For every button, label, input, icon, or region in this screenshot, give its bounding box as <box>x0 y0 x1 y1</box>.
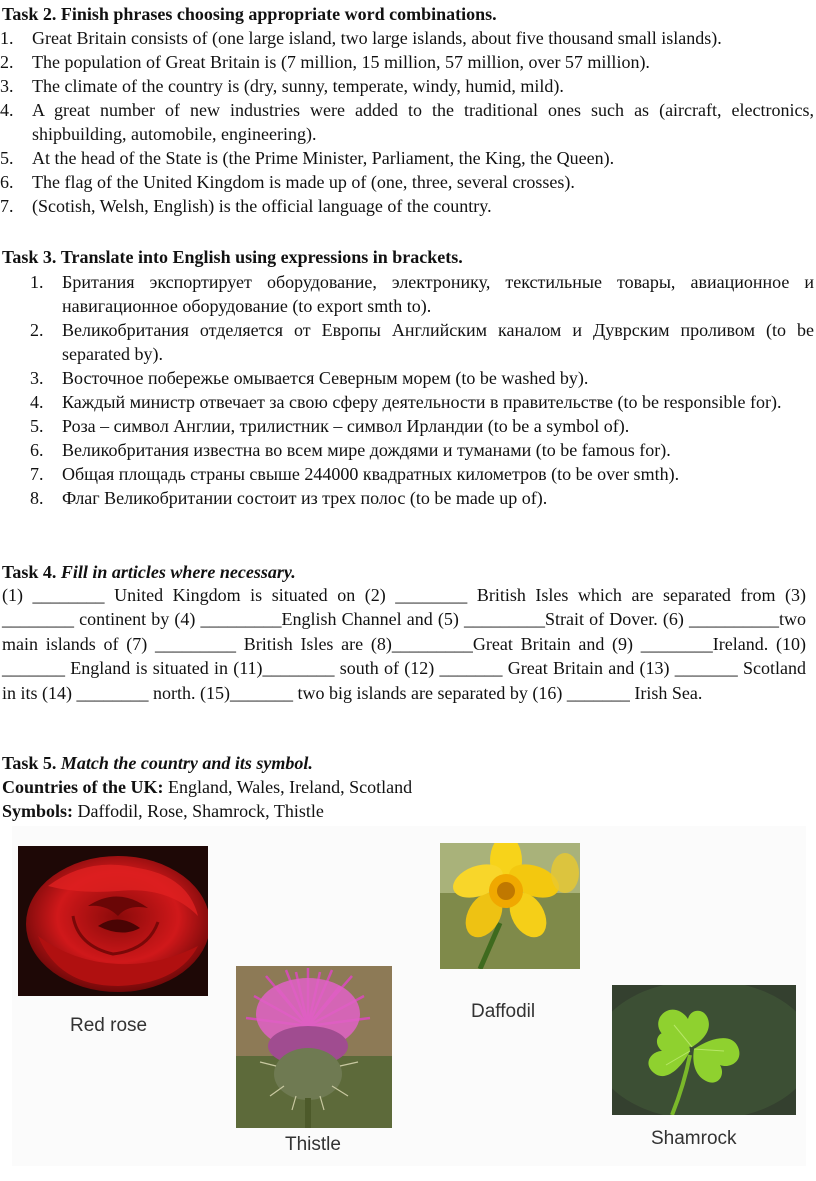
task5-label: Task 5. <box>2 753 57 773</box>
task2-item <box>0 98 814 146</box>
task2-item <box>0 26 814 50</box>
task3-title <box>2 246 463 268</box>
task3-item <box>30 462 814 486</box>
task3-item-text: Великобритания отделяется от Европы Английским каналом и Дуврским проливом (to be separated by). <box>62 320 814 364</box>
task5-symbols <box>2 800 324 822</box>
task3-item-number: 4. <box>30 392 44 412</box>
task2-item-text: At the head of the State is (the Prime Minister, Parliament, the King, the Queen). <box>32 148 615 168</box>
task2-title <box>2 3 497 25</box>
task3-item-text: Восточное побережье омывается Северным морем (to be washed by). <box>62 368 589 388</box>
task5-countries <box>2 776 412 798</box>
task3-item-number: 5. <box>30 416 44 436</box>
task5-heading: Match the country and its symbol. <box>60 753 313 773</box>
task3-heading: Translate into English using expressions in brackets. <box>60 247 463 267</box>
task3-item <box>30 270 814 318</box>
task2-item-text: A great number of new industries were added to the traditional ones such as (aircraft, electronics, shipbuilding, automobile, engineering). <box>32 100 814 144</box>
task3-item <box>30 366 814 390</box>
task3-item-number: 7. <box>30 464 44 484</box>
task3-item-number: 8. <box>30 488 44 508</box>
task2-item <box>0 146 814 170</box>
task3-item <box>30 414 814 438</box>
daffodil-caption: Daffodil <box>471 1001 536 1022</box>
task3-item-text: Роза – символ Англии, трилистник – символ Ирландии (to be a symbol of). <box>62 416 630 436</box>
task3-item-text: Общая площадь страны свыше 244000 квадратных километров (to be over smth). <box>62 464 680 484</box>
task3-item-text: Флаг Великобритании состоит из трех полос (to be made up of). <box>62 488 548 508</box>
task4-heading: Fill in articles where necessary. <box>60 562 296 582</box>
task2-item-text: The flag of the United Kingdom is made up of (one, three, several crosses). <box>32 172 575 192</box>
task4-title <box>2 561 296 583</box>
task3-item-text: Великобритания известна во всем мире дождями и туманами (to be famous for). <box>62 440 671 460</box>
task2-list <box>0 26 814 218</box>
task2-heading: Finish phrases choosing appropriate word combinations. <box>60 4 497 24</box>
task3-list <box>30 270 814 510</box>
task3-item-text: Британия экспортирует оборудование, электронику, текстильные товары, авиационное и навигационное оборудование (to export smth to). <box>62 272 814 316</box>
task3-item-number: 1. <box>30 272 44 292</box>
task3-item-text: Каждый министр отвечает за свою сферу деятельности в правительстве (to be responsible for). <box>62 392 782 412</box>
countries-label: Countries of the UK: <box>2 777 164 797</box>
task5-title <box>2 752 313 774</box>
task2-item-number: 6. <box>0 172 14 192</box>
daffodil-image <box>440 843 580 969</box>
shamrock-image <box>612 985 796 1115</box>
symbols-list: Daffodil, Rose, Shamrock, Thistle <box>77 801 324 821</box>
task2-item-number: 1. <box>0 28 14 48</box>
task3-item <box>30 318 814 366</box>
task2-item-number: 4. <box>0 100 14 120</box>
red-rose-image <box>18 846 208 996</box>
thistle-image <box>236 966 392 1128</box>
task3-label: Task 3. <box>2 247 57 267</box>
task4-text: (1) ________ United Kingdom is situated on (2) ________ British Isles which are separated from (3) ________ continent by (4) _________English Channel and (5) _________Strait of Dover. (6) __________two main islands of (7) _________ British Isles are (8)_________Great Britain and (9) ________Ireland. (10) _______ England is situated in (11)________ south of (12) _______ Great Britain and (13) _______ Scotland in its (14) ________ north. (15)_______ two big islands are separated by (16) _______ Irish Sea. <box>2 585 806 703</box>
task2-item-text: The climate of the country is (dry, sunny, temperate, windy, humid, mild). <box>32 76 564 96</box>
task3-item-number: 6. <box>30 440 44 460</box>
task2-item-number: 3. <box>0 76 14 96</box>
countries-list: England, Wales, Ireland, Scotland <box>167 777 413 797</box>
task4-label: Task 4. <box>2 562 57 582</box>
task2-item-number: 2. <box>0 52 14 72</box>
task2-item-text: The population of Great Britain is (7 million, 15 million, 57 million, over 57 million). <box>32 52 650 72</box>
task2-item-text: Great Britain consists of (one large island, two large islands, about five thousand small islands). <box>32 28 722 48</box>
task2-label: Task 2. <box>2 4 57 24</box>
task2-item <box>0 194 814 218</box>
task2-item <box>0 50 814 74</box>
task2-item-number: 7. <box>0 196 14 216</box>
task2-item-number: 5. <box>0 148 14 168</box>
task2-item <box>0 170 814 194</box>
task3-item-number: 2. <box>30 320 44 340</box>
red-rose-caption: Red rose <box>70 1015 148 1036</box>
symbols-label: Symbols: <box>2 801 74 821</box>
task2-item-text: (Scotish, Welsh, English) is the official language of the country. <box>32 196 492 216</box>
task3-item <box>30 390 814 414</box>
task3-item <box>30 486 814 510</box>
task3-item <box>30 438 814 462</box>
task2-item <box>0 74 814 98</box>
shamrock-caption: Shamrock <box>651 1128 737 1149</box>
task3-item-number: 3. <box>30 368 44 388</box>
thistle-caption: Thistle <box>285 1134 341 1155</box>
